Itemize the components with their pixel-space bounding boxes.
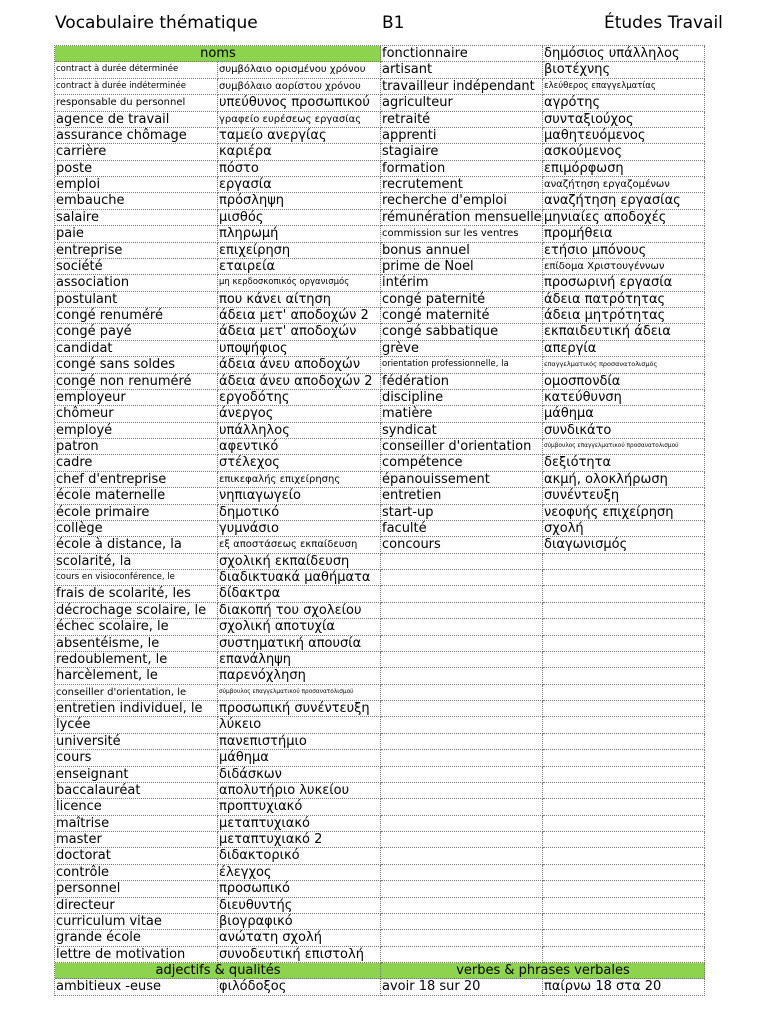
empty-cell bbox=[543, 865, 705, 881]
greek-translation: δεξιότητα bbox=[543, 455, 705, 471]
french-term: syndicat bbox=[381, 423, 543, 439]
french-term: bonus annuel bbox=[381, 243, 543, 259]
french-term: licence bbox=[55, 799, 218, 815]
french-term: patron bbox=[55, 439, 218, 455]
greek-translation: υπεύθυνος προσωπικού bbox=[218, 95, 381, 111]
nouns-section-header: noms bbox=[55, 46, 381, 62]
french-term: employeur bbox=[55, 390, 218, 406]
french-term: collège bbox=[55, 521, 218, 537]
empty-cell bbox=[543, 586, 705, 602]
greek-translation: παρενόχληση bbox=[218, 668, 381, 684]
greek-translation: άδεια πατρότητας bbox=[543, 292, 705, 308]
level-label: B1 bbox=[382, 13, 405, 33]
greek-translation: μεταπτυχιακό 2 bbox=[218, 832, 381, 848]
empty-cell bbox=[381, 554, 543, 570]
greek-translation: μάθημα bbox=[218, 750, 381, 766]
empty-cell bbox=[381, 799, 543, 815]
empty-cell bbox=[543, 652, 705, 668]
french-term: poste bbox=[55, 161, 218, 177]
greek-translation: ελεύθερος επαγγελματίας bbox=[543, 79, 705, 95]
greek-translation: ταμείο ανεργίας bbox=[218, 128, 381, 144]
empty-cell bbox=[381, 914, 543, 930]
greek-translation: διδάσκων bbox=[218, 767, 381, 783]
french-term: contract à durée déterminée bbox=[55, 62, 218, 78]
greek-translation: διευθυντής bbox=[218, 898, 381, 914]
french-term: emploi bbox=[55, 177, 218, 193]
french-term: master bbox=[55, 832, 218, 848]
french-term: formation bbox=[381, 161, 543, 177]
greek-translation: επαγγελματικός προσανατολισμός bbox=[543, 357, 705, 373]
greek-translation: άδεια μετ' αποδοχών 2 bbox=[218, 308, 381, 324]
greek-translation: συστηματική απουσία bbox=[218, 636, 381, 652]
french-term: artisant bbox=[381, 62, 543, 78]
greek-translation: μάθημα bbox=[543, 406, 705, 422]
french-term: chômeur bbox=[55, 406, 218, 422]
greek-translation: παίρνω 18 στα 20 bbox=[543, 979, 705, 995]
greek-translation: πανεπιστήμιο bbox=[218, 734, 381, 750]
empty-cell bbox=[543, 799, 705, 815]
greek-translation: σχολική εκπαίδευση bbox=[218, 554, 381, 570]
french-term: intérim bbox=[381, 275, 543, 291]
greek-translation: προσωπικό bbox=[218, 881, 381, 897]
greek-translation: νεοφυής επιχείρηση bbox=[543, 505, 705, 521]
empty-cell bbox=[381, 865, 543, 881]
french-term: orientation professionnelle, la bbox=[381, 357, 543, 373]
greek-translation: συνταξιούχος bbox=[543, 112, 705, 128]
greek-translation: σύμβουλος επαγγελματικού προσανατολισμού bbox=[218, 685, 381, 701]
french-term: employé bbox=[55, 423, 218, 439]
greek-translation: στέλεχος bbox=[218, 455, 381, 471]
french-term: matière bbox=[381, 406, 543, 422]
empty-cell bbox=[543, 668, 705, 684]
french-term: responsable du personnel bbox=[55, 95, 218, 111]
french-term: école à distance, la bbox=[55, 537, 218, 553]
empty-cell bbox=[543, 554, 705, 570]
french-term: discipline bbox=[381, 390, 543, 406]
french-term: entreprise bbox=[55, 243, 218, 259]
greek-translation: ανώτατη σχολή bbox=[218, 930, 381, 946]
french-term: recrutement bbox=[381, 177, 543, 193]
french-term: salaire bbox=[55, 210, 218, 226]
greek-translation: έλεγχος bbox=[218, 865, 381, 881]
greek-translation: σχολική αποτυχία bbox=[218, 619, 381, 635]
french-term: recherche d'emploi bbox=[381, 193, 543, 209]
french-term: avoir 18 sur 20 bbox=[381, 979, 543, 995]
greek-translation: συνέντευξη bbox=[543, 488, 705, 504]
empty-cell bbox=[381, 685, 543, 701]
empty-cell bbox=[543, 898, 705, 914]
greek-translation: μαθητευόμενος bbox=[543, 128, 705, 144]
greek-translation: επανάληψη bbox=[218, 652, 381, 668]
french-term: personnel bbox=[55, 881, 218, 897]
french-term: entretien individuel, le bbox=[55, 701, 218, 717]
empty-cell bbox=[543, 636, 705, 652]
french-term: lettre de motivation bbox=[55, 947, 218, 963]
greek-translation: ομοσπονδία bbox=[543, 374, 705, 390]
verbs-section-header: verbes & phrases verbales bbox=[381, 963, 705, 979]
greek-translation: εταιρεία bbox=[218, 259, 381, 275]
empty-cell bbox=[381, 930, 543, 946]
empty-cell bbox=[543, 701, 705, 717]
french-term: harcèlement, le bbox=[55, 668, 218, 684]
french-term: congé renuméré bbox=[55, 308, 218, 324]
greek-translation: προσωπική συνέντευξη bbox=[218, 701, 381, 717]
empty-cell bbox=[543, 914, 705, 930]
greek-translation: διακοπή του σχολείου bbox=[218, 603, 381, 619]
greek-translation: μεταπτυχιακό bbox=[218, 816, 381, 832]
greek-translation: προπτυχιακό bbox=[218, 799, 381, 815]
empty-cell bbox=[543, 947, 705, 963]
french-term: assurance chômage bbox=[55, 128, 218, 144]
greek-translation: εργασία bbox=[218, 177, 381, 193]
greek-translation: πρόσληψη bbox=[218, 193, 381, 209]
french-term: congé non renuméré bbox=[55, 374, 218, 390]
empty-cell bbox=[381, 668, 543, 684]
empty-cell bbox=[381, 603, 543, 619]
greek-translation: απεργία bbox=[543, 341, 705, 357]
french-term: échec scolaire, le bbox=[55, 619, 218, 635]
empty-cell bbox=[543, 603, 705, 619]
greek-translation: δημοτικό bbox=[218, 505, 381, 521]
french-term: apprenti bbox=[381, 128, 543, 144]
greek-translation: καριέρα bbox=[218, 144, 381, 160]
greek-translation: μισθός bbox=[218, 210, 381, 226]
greek-translation: που κάνει αίτηση bbox=[218, 292, 381, 308]
french-term: école primaire bbox=[55, 505, 218, 521]
empty-cell bbox=[381, 570, 543, 586]
greek-translation: ασκούμενος bbox=[543, 144, 705, 160]
empty-cell bbox=[543, 685, 705, 701]
french-term: carrière bbox=[55, 144, 218, 160]
greek-translation: επιχείρηση bbox=[218, 243, 381, 259]
topic-label: Études Travail bbox=[604, 13, 723, 33]
empty-cell bbox=[543, 930, 705, 946]
french-term: cadre bbox=[55, 455, 218, 471]
empty-cell bbox=[381, 816, 543, 832]
adjectives-section-header: adjectifs & qualités bbox=[55, 963, 381, 979]
french-term: maîtrise bbox=[55, 816, 218, 832]
french-term: congé paternité bbox=[381, 292, 543, 308]
greek-translation: φιλόδοξος bbox=[218, 979, 381, 995]
french-term: scolarité, la bbox=[55, 554, 218, 570]
french-term: université bbox=[55, 734, 218, 750]
empty-cell bbox=[543, 619, 705, 635]
greek-translation: διδακτορικό bbox=[218, 848, 381, 864]
greek-translation: σύμβουλος επαγγελματικού προσανατολισμού bbox=[543, 439, 705, 455]
greek-translation: συνοδευτική επιστολή bbox=[218, 947, 381, 963]
empty-cell bbox=[381, 783, 543, 799]
empty-cell bbox=[381, 652, 543, 668]
french-term: congé sans soldes bbox=[55, 357, 218, 373]
empty-cell bbox=[381, 848, 543, 864]
french-term: conseiller d'orientation, le bbox=[55, 685, 218, 701]
empty-cell bbox=[543, 816, 705, 832]
french-term: lycée bbox=[55, 717, 218, 733]
empty-cell bbox=[381, 767, 543, 783]
greek-translation: προσωρινή εργασία bbox=[543, 275, 705, 291]
empty-cell bbox=[543, 570, 705, 586]
greek-translation: συμβόλαιο αορίστου χρόνου bbox=[218, 79, 381, 95]
empty-cell bbox=[381, 636, 543, 652]
french-term: candidat bbox=[55, 341, 218, 357]
french-term: concours bbox=[381, 537, 543, 553]
french-term: rémunération mensuelle bbox=[382, 209, 542, 225]
french-term: contract à durée indéterminée bbox=[55, 79, 218, 95]
greek-translation: δημόσιος υπάλληλος bbox=[543, 46, 705, 62]
greek-translation: κατεύθυνση bbox=[543, 390, 705, 406]
greek-translation: επιμόρφωση bbox=[543, 161, 705, 177]
french-term: fonctionnaire bbox=[381, 46, 543, 62]
french-term: association bbox=[55, 275, 218, 291]
greek-translation: λύκειο bbox=[218, 717, 381, 733]
french-term: entretien bbox=[381, 488, 543, 504]
greek-translation: σχολή bbox=[543, 521, 705, 537]
french-term: travailleur indépendant bbox=[381, 79, 543, 95]
greek-translation: αφεντικό bbox=[218, 439, 381, 455]
greek-translation: πληρωμή bbox=[218, 226, 381, 242]
french-term: agence de travail bbox=[55, 112, 218, 128]
greek-translation: επίδομα Χριστουγέννων bbox=[543, 259, 705, 275]
french-term: cours bbox=[55, 750, 218, 766]
french-term: embauche bbox=[55, 193, 218, 209]
french-term: frais de scolarité, les bbox=[55, 586, 218, 602]
greek-translation: αγρότης bbox=[543, 95, 705, 111]
french-term: postulant bbox=[55, 292, 218, 308]
french-term: congé sabbatique bbox=[381, 324, 543, 340]
greek-translation: άδεια άνευ αποδοχών bbox=[218, 357, 381, 373]
french-term: fédération bbox=[381, 374, 543, 390]
empty-cell bbox=[381, 717, 543, 733]
empty-cell bbox=[381, 586, 543, 602]
french-term: doctorat bbox=[55, 848, 218, 864]
greek-translation: υπάλληλος bbox=[218, 423, 381, 439]
empty-cell bbox=[381, 898, 543, 914]
empty-cell bbox=[543, 767, 705, 783]
greek-translation: μη κερδοσκοπικός οργανισμός bbox=[218, 275, 381, 291]
greek-translation: μηνιαίες αποδοχές bbox=[543, 210, 705, 226]
greek-translation: βιοτέχνης bbox=[543, 62, 705, 78]
french-term: compétence bbox=[381, 455, 543, 471]
empty-cell bbox=[381, 750, 543, 766]
greek-translation: γραφείο ευρέσεως εργασίας bbox=[218, 112, 381, 128]
greek-translation: γυμνάσιο bbox=[218, 521, 381, 537]
empty-cell bbox=[381, 881, 543, 897]
greek-translation: προμήθεια bbox=[543, 226, 705, 242]
french-term: société bbox=[55, 259, 218, 275]
french-term: paie bbox=[55, 226, 218, 242]
greek-translation: βιογραφικό bbox=[218, 914, 381, 930]
french-term: agriculteur bbox=[381, 95, 543, 111]
french-term: enseignant bbox=[55, 767, 218, 783]
empty-cell bbox=[381, 947, 543, 963]
french-term: start-up bbox=[381, 505, 543, 521]
empty-cell bbox=[381, 832, 543, 848]
greek-translation: άδεια μητρότητας bbox=[543, 308, 705, 324]
empty-cell bbox=[543, 881, 705, 897]
french-term: baccalauréat bbox=[55, 783, 218, 799]
greek-translation: αναζήτηση εργασίας bbox=[543, 193, 705, 209]
greek-translation: εργοδότης bbox=[218, 390, 381, 406]
french-term: conseiller d'orientation bbox=[381, 439, 543, 455]
french-term: cours en visioconférence, le bbox=[55, 570, 218, 586]
empty-cell bbox=[381, 734, 543, 750]
french-term: stagiaire bbox=[381, 144, 543, 160]
greek-translation: συνδικάτο bbox=[543, 423, 705, 439]
french-term: retraité bbox=[381, 112, 543, 128]
french-term: épanouissement bbox=[381, 472, 543, 488]
empty-cell bbox=[543, 848, 705, 864]
greek-translation: εκπαιδευτική άδεια bbox=[543, 324, 705, 340]
french-term: faculté bbox=[381, 521, 543, 537]
greek-translation: άδεια μετ' αποδοχών bbox=[218, 324, 381, 340]
french-term: prime de Noel bbox=[381, 259, 543, 275]
greek-translation: συμβόλαιο ορισμένου χρόνου bbox=[218, 62, 381, 78]
greek-translation: αναζήτηση εργαζομένων bbox=[543, 177, 705, 193]
empty-cell bbox=[543, 783, 705, 799]
french-term: grande école bbox=[55, 930, 218, 946]
french-term: contrôle bbox=[55, 865, 218, 881]
french-term: école maternelle bbox=[55, 488, 218, 504]
greek-translation: επικεφαλής επιχείρησης bbox=[218, 472, 381, 488]
french-term: grève bbox=[381, 341, 543, 357]
french-term: commission sur les ventres bbox=[381, 226, 543, 242]
greek-translation: άδεια άνευ αποδοχών 2 bbox=[218, 374, 381, 390]
greek-translation: διαδικτυακά μαθήματα bbox=[218, 570, 381, 586]
french-term: congé maternité bbox=[381, 308, 543, 324]
empty-cell bbox=[543, 734, 705, 750]
greek-translation: ετήσιο μπόνους bbox=[543, 243, 705, 259]
french-term: chef d'entreprise bbox=[55, 472, 218, 488]
french-term: congé payé bbox=[55, 324, 218, 340]
french-term: ambitieux -euse bbox=[55, 979, 218, 995]
empty-cell bbox=[543, 717, 705, 733]
greek-translation: άνεργος bbox=[218, 406, 381, 422]
empty-cell bbox=[381, 701, 543, 717]
greek-translation: απολυτήριο λυκείου bbox=[218, 783, 381, 799]
greek-translation: εξ αποστάσεως εκπαίδευση bbox=[218, 537, 381, 553]
greek-translation: υποψήφιος bbox=[218, 341, 381, 357]
french-term: décrochage scolaire, le bbox=[55, 603, 218, 619]
page-title: Vocabulaire thématique bbox=[55, 13, 258, 33]
french-term: redoublement, le bbox=[55, 652, 218, 668]
french-term: absentéisme, le bbox=[55, 636, 218, 652]
greek-translation: πόστο bbox=[218, 161, 381, 177]
french-term: curriculum vitae bbox=[55, 914, 218, 930]
greek-translation: ακμή, ολοκλήρωση bbox=[543, 472, 705, 488]
empty-cell bbox=[543, 750, 705, 766]
greek-translation: διαγωνισμός bbox=[543, 537, 705, 553]
greek-translation: δίδακτρα bbox=[218, 586, 381, 602]
vocabulary-table bbox=[54, 45, 705, 996]
french-term: directeur bbox=[55, 898, 218, 914]
greek-translation: νηπιαγωγείο bbox=[218, 488, 381, 504]
empty-cell bbox=[381, 619, 543, 635]
empty-cell bbox=[543, 832, 705, 848]
